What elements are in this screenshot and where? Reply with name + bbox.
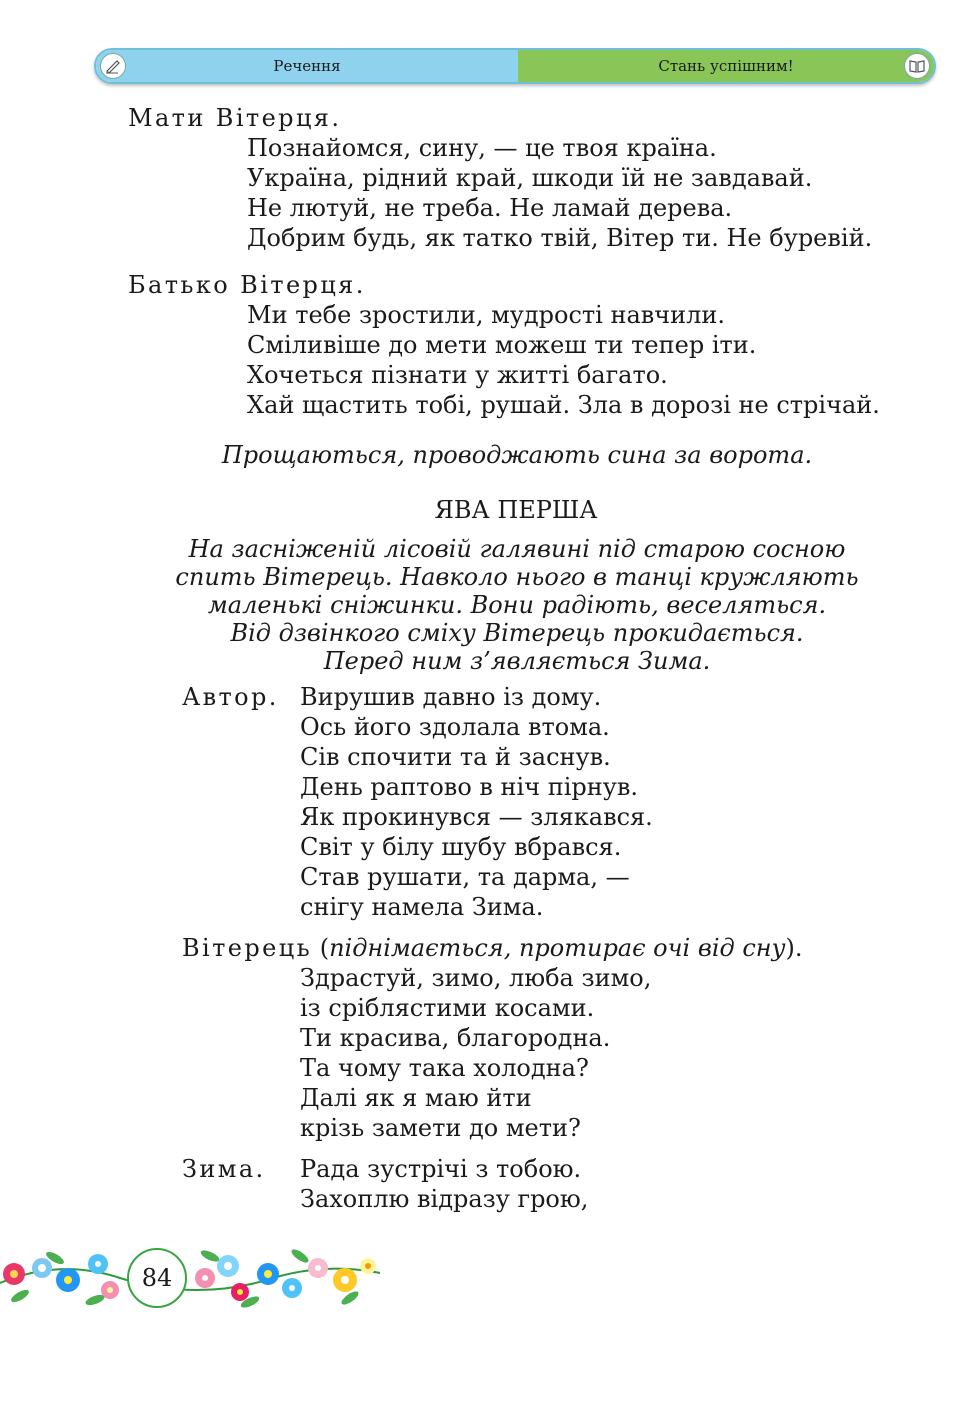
verse-line: Вирушив давно із дому. [300,683,602,711]
flower-garland-decoration [0,1238,390,1318]
header-right-title: Стань успішним! [658,57,794,75]
verse-line: Захоплю відразу грою, [300,1185,589,1213]
verse-line: снігу намела Зима. [300,893,544,921]
paren-close: ). [785,934,803,962]
header-left-title: Речення [273,57,341,75]
verse-line: Світ у білу шубу вбрався. [300,833,622,861]
stage-direction: Прощаються, проводжають сина за ворота. [221,441,813,469]
verse-line: Став рушати, та дарма, — [300,863,630,891]
verse-line: Не лютуй, не треба. Не ламай дерева. [247,194,733,222]
verse-line: Хай щастить тобі, рушай. Зла в дорозі не стрічай. [247,391,880,419]
verse-line: крізь замети до мети? [300,1114,581,1142]
scene-intro-line: Перед ним з’являється Зима. [323,647,711,675]
verse-line: Та чому така холодна? [300,1054,589,1082]
scene-intro-line: маленькі сніжинки. Вони радіють, веселяться. [207,591,827,619]
scene-intro-line: На засніженій лісовій галявині під старою сосною [188,535,846,563]
verse-line: із сріблястими косами. [300,994,595,1022]
scene-title: ЯВА ПЕРША [434,496,598,524]
page-number: 84 [127,1248,187,1308]
header-right-section [518,50,934,82]
verse-line: Добрим будь, як татко твій, Вітер ти. Не буревій. [247,224,873,252]
viterets-direction: піднімається, протирає очі від сну [329,934,786,962]
verse-line: Хочеться пізнати у житті багато. [247,361,668,389]
verse-line: Ось його здолала втома. [300,713,610,741]
verse-line: Як прокинувся — злякався. [300,803,653,831]
scene-intro-line: Від дзвінкого сміху Вітерець прокидається. [230,619,804,647]
speaker-zima: Зима. [182,1155,266,1183]
paren-open: ( [312,934,330,962]
verse-line: Здрастуй, зимо, люба зимо, [300,964,652,992]
page-header [94,48,936,84]
verse-line: Ми тебе зростили, мудрості навчили. [247,301,726,329]
verse-line: День раптово в ніч пірнув. [300,773,638,801]
speaker-author: Автор. [182,683,279,711]
speaker-father: Батько Вітерця. [128,271,366,299]
header-left-section [96,50,518,82]
verse-line: Познайомся, сину, — це твоя країна. [247,134,717,162]
verse-line: Рада зустрічі з тобою. [300,1155,582,1183]
book-icon [904,53,930,79]
verse-line: Далі як я маю йти [300,1084,532,1112]
verse-line: Сміливіше до мети можеш ти тепер іти. [247,331,757,359]
speaker-mother: Мати Вітерця. [128,104,342,132]
verse-line: Ти красива, благородна. [300,1024,611,1052]
speaker-viterets: Вітерець [182,934,313,962]
verse-line: Сів спочити та й заснув. [300,743,611,771]
verse-line: Україна, рідний край, шкоди їй не завдавай. [247,164,813,192]
speaker-viterets-line [182,933,803,963]
scene-intro-line: спить Вітерець. Навколо нього в танці кружляють [175,563,859,591]
